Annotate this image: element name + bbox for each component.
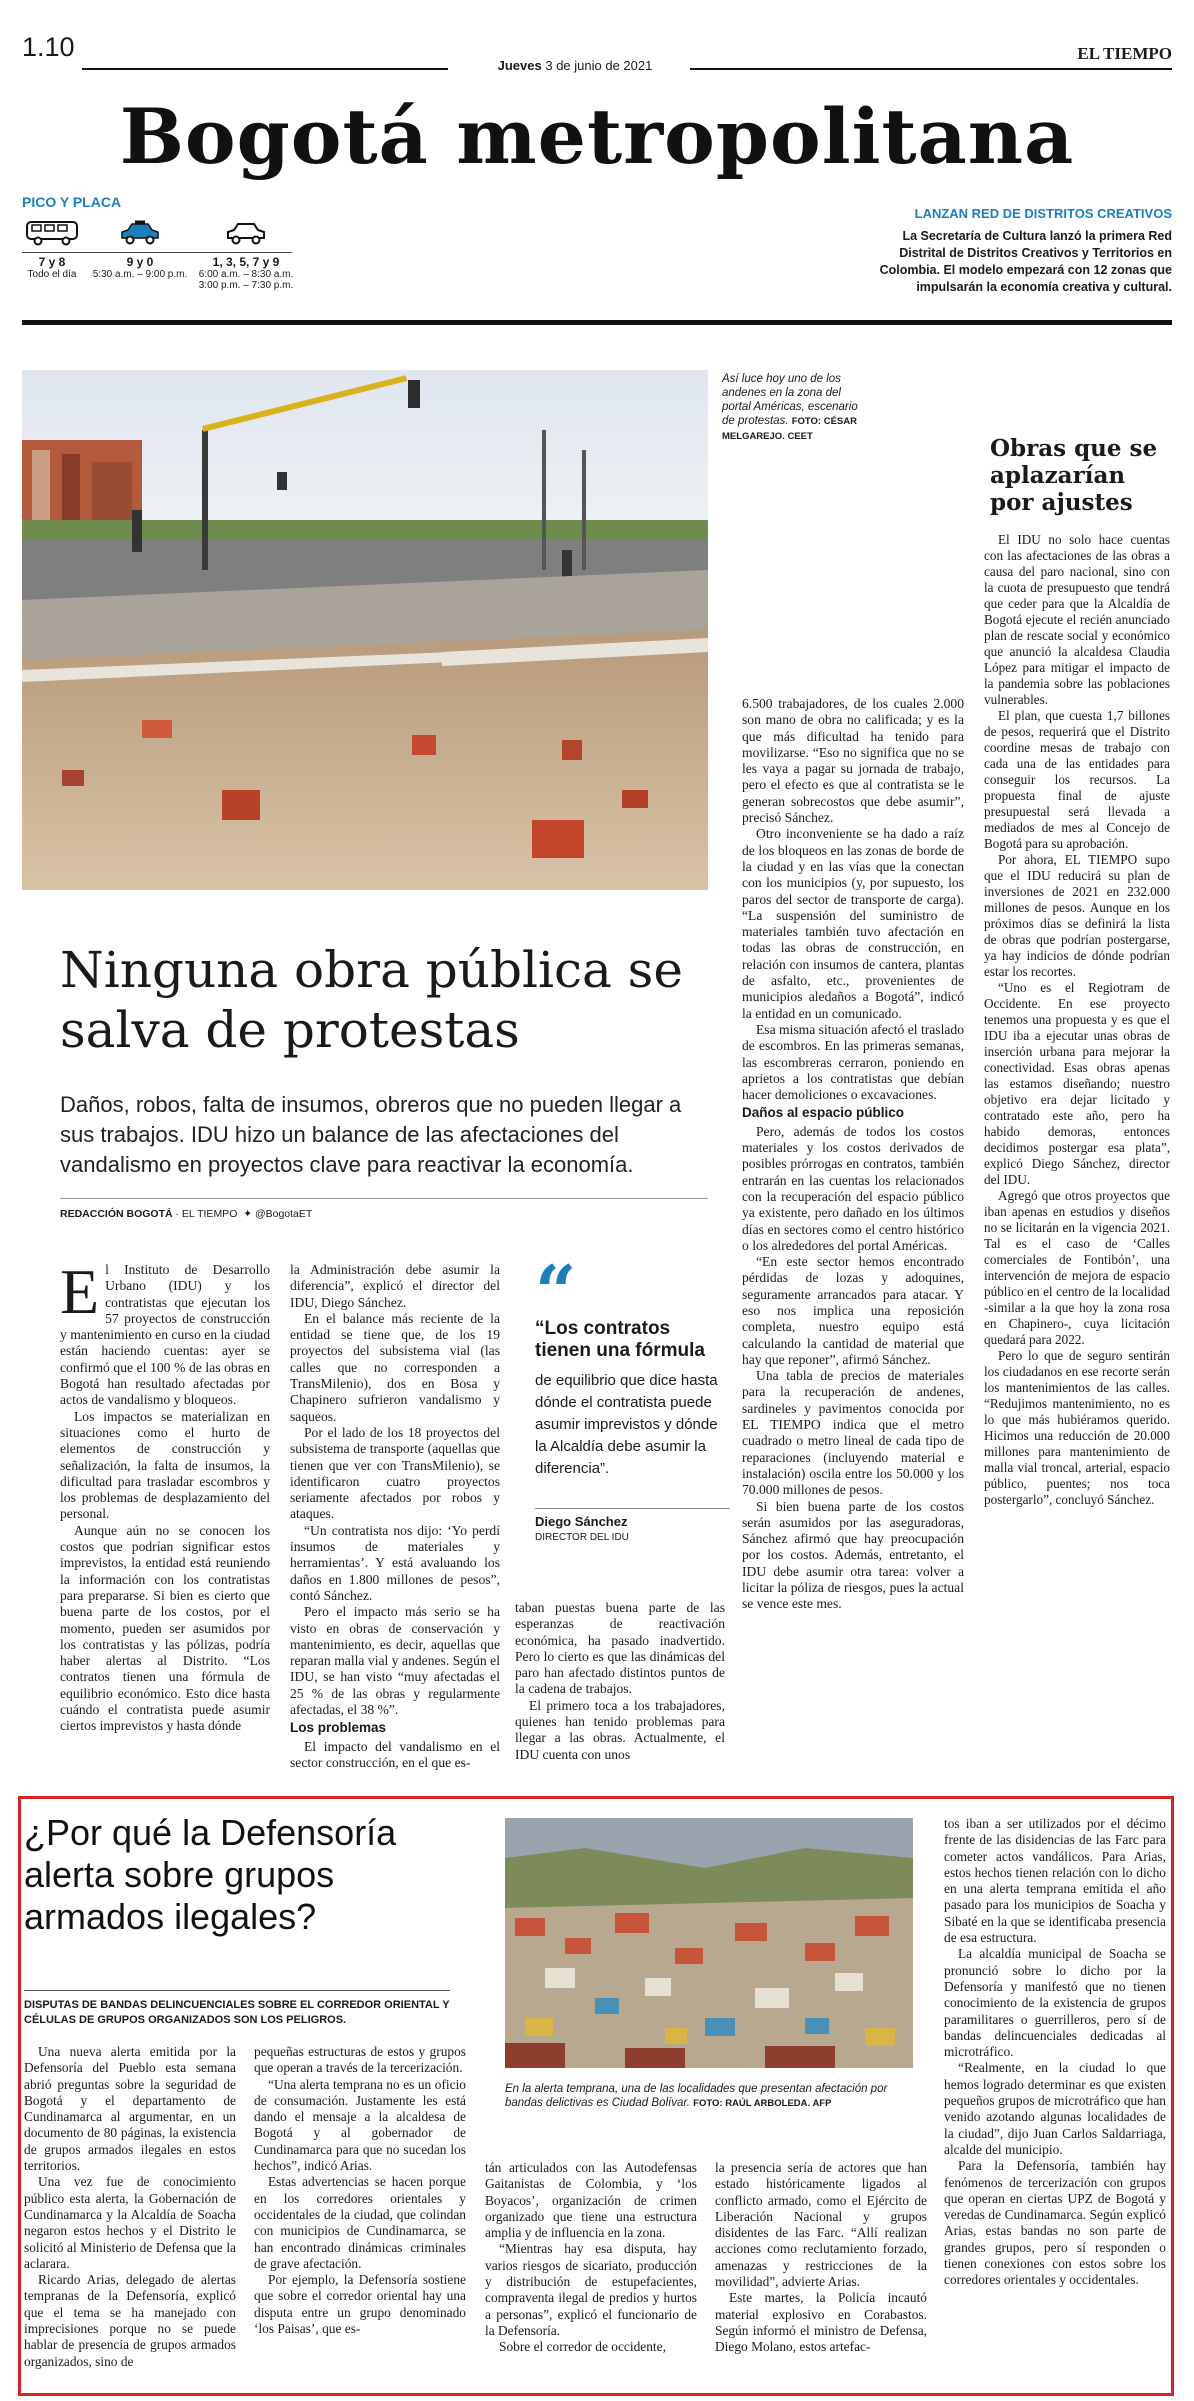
paragraph: El impacto del vandalismo en el sector construcción, en el que es- xyxy=(290,1738,500,1770)
issue-date-rest: 3 de junio de 2021 xyxy=(545,58,653,73)
city-photo-image xyxy=(505,1818,913,2068)
story-column-4 xyxy=(742,696,964,1613)
box-column-1 xyxy=(24,2044,236,2370)
quote-role: DIRECTOR DEL IDU xyxy=(535,1532,629,1543)
paragraph: El plan, que cuesta 1,7 billones de pesos, requerirá que el Distrito coordine mesas de trabajo con cada una de las entidades para conseguir los recursos. La propuesta final de ajuste presupuestal será llevada a mediados de mes al Concejo de Bogotá para su aprobación. xyxy=(984,708,1170,851)
byline-author: REDACCIÓN BOGOTÁ xyxy=(60,1208,173,1220)
paragraph: Pero lo que de seguro sentirán los ciudadanos en ese recorte serán los mantenimientos de las calles. “Redujimos mantenimiento, no es lo que más hubiéramos querido. Hicimos una reducción de 20.000 millones para mantenimiento de malla vial troncal, arterial, espacio público, puentes; nos toca postergarlo”, concluyó Sánchez. xyxy=(984,1348,1170,1507)
paragraph: “Mientras hay esa disputa, hay varios riesgos de sicariato, producción y distribución de estupefacientes, compraventa ilegal de predios y hurtos a personas”, explicó el funcionario de la Defensoría. xyxy=(485,2241,697,2338)
box-subhead-rule xyxy=(24,1990,450,1991)
byline-paper: · EL TIEMPO xyxy=(172,1208,238,1220)
paragraph: Agregó que otros proyectos que iban apenas en estudios y diseños no se licitarán en la vigencia 2021. Tal es el caso de ‘Calles comerciales de Fontibón’, una intervención de mejora de espacio público en el centro de la localidad -similar a la que hoy la zona rosa en Chapinero-, cuya licitación quedará para 2022. xyxy=(984,1188,1170,1347)
main-deck: Daños, robos, falta de insumos, obreros que no pueden llegar a sus trabajos. IDU hizo un balance de las afectaciones del vandalismo en proyectos clave para reactivar la economía. xyxy=(60,1092,682,1177)
paragraph: Por el lado de los 18 proyectos del subsistema de transporte (aquellas que tienen que ver con TransMilenio), se identificaron cuatro proyectos seriamente afectados por robos y ataques. xyxy=(290,1424,500,1522)
paragraph: taban puestas buena parte de las esperanzas de reactivación económica, ha pasado inadvertido. Pero lo cierto es que las dinámicas del paro han afectado distintos puntos de la cadena de trabajos. xyxy=(515,1600,725,1697)
pull-quote: “Los contratos tienen una fórmula xyxy=(535,1318,705,1361)
taxi-icon xyxy=(118,220,162,246)
paragraph: La alcaldía municipal de Soacha se pronunció sobre lo dicho por la Defensoría y manifestó que no tienen conocimiento de la existencia de grupos paramilitares o guerrilleros, pero sí de bandas delincuenciales dedicadas al microtráfico. xyxy=(944,1946,1166,2060)
page-number: 1.10 xyxy=(22,32,75,62)
paragraph: “Una alerta temprana no es un oficio de consumación. Justamente les está dando el mensaje a la alcaldesa de Bogotá y al gobernador de Cundinamarca para que no sucedan los hechos”, indicó Arias. xyxy=(254,2076,466,2174)
paragraph: “En este sector hemos encontrado pérdidas de lozas y adoquines, seguramente arrancados para atacar. Y eso nos implica una reposición completa, nuestro equipo está calculando la cantidad de material que hay que reponer”, afirmó Sánchez. xyxy=(742,1254,964,1367)
subheading: Los problemas xyxy=(290,1720,387,1736)
paragraph: Pero el impacto más serio se ha visto en obras de conservación y mantenimiento, es decir, aquellas que reparan malla vial y andenes. Según el IDU, se han visto “muy afectadas el 25 % de las obras y regularmente afectadas, el 38 %”. xyxy=(290,1604,500,1718)
main-headline: Ninguna obra pública se salva de protestas xyxy=(60,941,683,1059)
paragraph: “Un contratista nos dijo: ‘Yo perdí insumos de materiales y herramientas’. Y está avaluando los daños en 1.800 millones de pesos”, contó Sánchez. xyxy=(290,1522,500,1603)
pico-placa-digits: 1, 3, 5, 7 y 9 xyxy=(212,255,280,269)
twitter-handle[interactable]: @BogotaET xyxy=(254,1208,313,1220)
sidebar-headline: Obras que se aplazarían por ajustes xyxy=(990,435,1158,516)
box-column-2 xyxy=(254,2044,466,2337)
paragraph: Estas advertencias se hacen porque en los corredores orientales y occidentales de la ciudad, que colindan con municipios de Cundinamarca, se han encontrado dinámicas criminales de grave afectación. xyxy=(254,2174,466,2271)
pico-placa-taxi xyxy=(88,220,192,280)
newspaper-brand: EL TIEMPO xyxy=(1077,44,1172,63)
paragraph: pequeñas estructuras de estos y grupos que operan a través de la tercerización. xyxy=(254,2044,466,2076)
byline-rule xyxy=(60,1198,708,1199)
quote-name: Diego Sánchez xyxy=(535,1514,628,1529)
street-photo xyxy=(22,370,708,890)
paragraph: tos iban a ser utilizados por el décimo frente de las disidencias de las Farc para cometer actos vandálicos. Para Arias, estos hechos tienen relación con lo dicho en una alerta temprana emitida el año pasado para los municipios de Soacha y Sibaté en la que se identificaba presencia de esa estructura. xyxy=(944,1816,1166,1946)
box-subhead: DISPUTAS DE BANDAS DELINCUENCIALES SOBRE EL CORREDOR ORIENTAL Y CÉLULAS DE GRUPOS ORGANIZADOS SON LOS PELIGROS. xyxy=(24,1999,450,2026)
paragraph xyxy=(60,1256,270,1409)
paragraph: Por ahora, EL TIEMPO supo que el IDU reducirá su plan de inversiones de 2021 en 232.000 millones de pesos. Aunque en los próximos días se definirá la lista de obras que podrían postergarse, ya hay indicios de dónde podrían estar los recortes. xyxy=(984,852,1170,979)
paragraph: 6.500 trabajadores, de los cuales 2.000 son mano de obra no calificada; y es la que más dificultad ha tenido para movilizarse. “Eso no significa que no se les vaya a pagar su jornada de trabajo, pero el efecto es que al contratista se le generan sobrecostos que debe asumir”, precisó Sánchez. xyxy=(742,696,964,826)
paragraph: Si bien buena parte de los costos serán asumidos por las aseguradoras, Sánchez afirmó que hay preocupación por los costos. Además, entretanto, el IDU debe asumir otra tarea: volver a licitar la póliza de riesgos, pues la actual se vence este mes. xyxy=(742,1498,964,1612)
section-divider xyxy=(22,320,1172,325)
paragraph: “Uno es el Regiotram de Occidente. En ese proyecto tenemos una propuesta y es que el IDU iba a ejecutar unas obras de inserción urbana para mejorar la conectividad. Esas obras apenas las estamos diseñando; nuestro objetivo era dejar licitado y contratado este año, pero ha habido demoras, entonces decidimos postergar esa plata”, explicó Diego Sánchez, director del IDU. xyxy=(984,980,1170,1187)
story-column-1 xyxy=(60,1256,270,1735)
quote-rule xyxy=(535,1508,730,1509)
paragraph: El IDU no solo hace cuentas con las afectaciones de las obras a causa del paro nacional, sino con la cuota de presupuesto que tendrá que ceder para que la Alcaldía de Bogotá ejecute el recién anunciado plan de rescate social y económico que anunció la alcaldesa Claudia López para mitigar el impacto de la pandemia sobre las poblaciones vulnerables. xyxy=(984,532,1170,707)
pico-placa-hours: Todo el día xyxy=(27,269,77,280)
box-column-4 xyxy=(715,2160,927,2356)
story-column-3 xyxy=(515,1600,725,1763)
paragraph: la presencia sería de actores que han estado históricamente ligados al conflicto armado, como el Ejército de Liberación Nacional y grupos disidentes de las Farc. “Allí realizan acciones como reclutamiento forzado, amenazas y restricciones de la movilidad”, advierte Arias. xyxy=(715,2160,927,2290)
pico-placa-hours: 6:00 a.m. – 8:30 a.m. 3:00 p.m. – 7:30 p.m. xyxy=(198,269,294,291)
paragraph: Aunque aún no se conocen los costos que podrían significar estos imprevistos, la entidad está reuniendo la información con los contratistas para prepararse. Si bien es cierto que buena parte de los costos, por el momento, pueden ser asumidos por los contratistas y las pólizas, podría haber alertas al Distrito. “Los contratos tienen una fórmula de equilibrio económico. Esto dice hasta cuándo el contratista puede asumir ciertos imprevistos y hasta dónde xyxy=(60,1522,270,1734)
paragraph: tán articulados con las Autodefensas Gaitanistas de Colombia, y ‘los Boyacos’, organización de crimen organizado que tiene una estructura amplia y de influencia en la zona. xyxy=(485,2160,697,2241)
city-photo-caption-text: En la alerta temprana, una de las localidades que presentan afectación por bandas delictivas es Ciudad Bolívar. xyxy=(505,2083,888,2109)
subheading: Daños al espacio público xyxy=(742,1105,905,1121)
pico-placa-car xyxy=(198,220,294,291)
twitter-icon: ✦ xyxy=(243,1208,253,1220)
sidebar-note-text: La Secretaría de Cultura lanzó la primera Red Distrital de Distritos Creativos y Territorios en Colombia. El modelo empezará con 12 zonas que impulsarán la economía creativa y cultural. xyxy=(879,229,1172,294)
city-photo-credit: FOTO: RAÚL ARBOLEDA. AFP xyxy=(693,2098,832,2109)
box-column-3 xyxy=(485,2160,697,2356)
box-column-5 xyxy=(944,1816,1166,2289)
masthead-rule xyxy=(82,68,448,70)
paragraph: Una nueva alerta emitida por la Defensoría del Pueblo esta semana abrió preguntas sobre la seguridad de Bogotá y el departamento de Cundinamarca al argumentar, en un documento de 80 páginas, la existencia de grupos armados ilegales en estos territorios. xyxy=(24,2044,236,2174)
paragraph: Sobre el corredor de occidente, xyxy=(499,2339,666,2355)
issue-date xyxy=(470,58,680,73)
paragraph: Otro inconveniente se ha dado a raíz de los bloqueos en las zonas de borde de la ciudad y en las vías que la conectan con los municipios (y, por supuesto, los paros del sector de transporte de carga). “La suspensión del suministro de materiales también tuvo afectación en todas las obras de construcción, en relación con insumos de cantera, plantas de asfalto, etc., provenientes de municipios aledaños a Bogotá”, indicó la entidad en un comunicado. xyxy=(742,826,964,1021)
section-title: Bogotá metropolitana xyxy=(119,92,1075,181)
pico-placa-title: PICO Y PLACA xyxy=(22,194,122,210)
paragraph: Este martes, la Policía incautó material explosivo en Corabastos. Según informó el ministro de Defensa, Diego Molano, estos artefac- xyxy=(715,2290,927,2355)
photo-credit: FOTO: CÉSAR MELGAREJO. CEET xyxy=(722,416,857,442)
pico-placa-divider xyxy=(22,252,292,253)
bus-icon xyxy=(25,220,79,246)
pull-quote-body: de equilibrio que dice hasta dónde el contratista puede asumir imprevistos y dónde la Alcaldía debe asumir la diferencia”. xyxy=(535,1372,718,1477)
paragraph: Una tabla de precios de materiales para la recuperación de andenes, sardineles y pavimentos conocida por EL TIEMPO indica que el metro cuadrado o metro lineal de cada tipo de reparaciones (incluyendo material e instalación) oscila entre los 50.000 y los 70.000 millones de pesos. xyxy=(742,1368,964,1498)
pico-placa-hours: 5:30 a.m. – 9:00 p.m. xyxy=(92,269,188,280)
pico-placa-digits: 7 y 8 xyxy=(38,255,66,269)
sidebar-column xyxy=(984,532,1170,1508)
paragraph: la Administración debe asumir la diferencia”, explicó el director del IDU, Diego Sánchez. xyxy=(290,1262,500,1310)
paragraph: Esa misma situación afectó el traslado de escombros. En las primeras semanas, las escombreras cerraron, poniendo en aprietos a los contratistas que debían hacer demoliciones o excavaciones. xyxy=(742,1021,964,1103)
paragraph: “Realmente, en la ciudad lo que hemos logrado determinar es que existen pequeños grupos de microtráfico que han venido azotando algunas localidades de la ciudad”, dijo Juan Carlos Saldarriaga, alcalde del municipio. xyxy=(944,2060,1166,2157)
paragraph-text: l Instituto de Desarrollo Urbano (IDU) y los contratistas que ejecutan los 57 proyectos de construcción y mantenimiento en curso en la ciudad están haciendo cuentas: ayer se confirmó que el 100 % de las obras en Bogotá han resultado afectadas por actos de vandalismo y bloqueos. xyxy=(60,1262,270,1408)
paragraph: Para la Defensoría, también hay fenómenos de tercerización con grupos que operan en ciertas UPZ de Bogotá y veredas de Cundinamarca. Según explicó Arias, estas bandas no son parte de grandes grupos, pero sí responden o tienen conexiones con estos sobre los corredores orientales y occidentales. xyxy=(944,2158,1166,2288)
paragraph: Por ejemplo, la Defensoría sostiene que sobre el corredor oriental hay una disputa entre un grupo denominado ‘los Paisas’, que es- xyxy=(254,2272,466,2337)
photo-caption xyxy=(722,372,868,444)
city-photo xyxy=(505,1818,913,2068)
photo-caption-text: Así luce hoy uno de los andenes en la zona del portal Américas, escenario de protestas. xyxy=(722,373,858,427)
pico-placa-digits: 9 y 0 xyxy=(126,255,154,269)
paragraph: En el balance más reciente de la entidad se tiene que, de los 19 proyectos del subsistema vial (las calles que no corresponden a TransMilenio), dos en Bosa y Chapinero sufrieron vandalismo y saqueos. xyxy=(290,1310,500,1424)
pico-placa-bus xyxy=(22,220,82,280)
quote-mark-icon: “ xyxy=(535,1249,577,1334)
byline xyxy=(60,1208,312,1220)
masthead-rule-right xyxy=(690,68,1172,70)
paragraph: El primero toca a los trabajadores, quienes han tenido problemas para llegar a las obras. Actualmente, el IDU cuenta con unos xyxy=(515,1697,725,1762)
paragraph: Ricardo Arias, delegado de alertas tempranas de la Defensoría, explicó que el tema se ha manejado con imprecisiones porque no se puede hablar de presencia de grupos armados organizados, sino de xyxy=(24,2272,236,2369)
story-column-2 xyxy=(290,1262,500,1771)
paragraph: Pero, además de todos los costos materiales y los costos derivados de posibles prórrogas en contratos, también entrarán en las cuentas los relacionados con la recuperación del espacio público ya existente, pero dañado en los últimos días en sectores como el centro histórico o los alrededores del portal Américas. xyxy=(742,1123,964,1253)
drop-cap: E xyxy=(60,1256,100,1327)
sidebar-note-title: LANZAN RED DE DISTRITOS CREATIVOS xyxy=(914,206,1172,221)
paragraph: Una vez fue de conocimiento público esta alerta, la Gobernación de Cundinamarca y la Alcaldía de Soacha negaron estos hechos y el Distrito le solicitó al Ministerio de Defensa que la aclarara. xyxy=(24,2174,236,2271)
car-icon xyxy=(224,220,268,246)
paragraph: Los impactos se materializan en situaciones como el hurto de elementos de construcción y señalización, la falta de insumos, la dificultad para trasladar escombros y los problemas de desplazamiento del personal. xyxy=(60,1408,270,1522)
issue-day: Jueves xyxy=(497,58,542,73)
box-headline: ¿Por qué la Defensoría alerta sobre grupos armados ilegales? xyxy=(24,1812,397,1937)
street-photo-image xyxy=(22,370,708,890)
city-photo-caption xyxy=(505,2082,905,2111)
